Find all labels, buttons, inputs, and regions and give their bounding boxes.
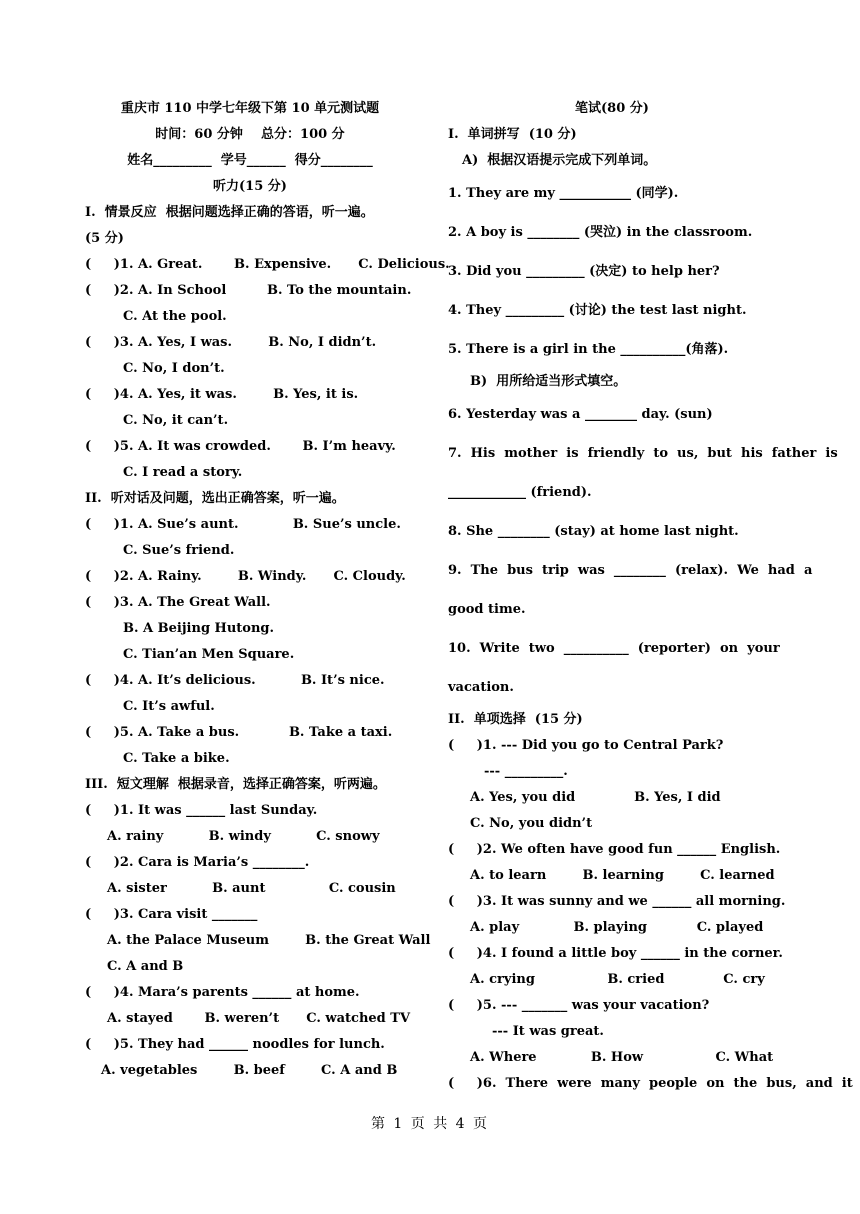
option-line: C. Take a bike.	[123, 751, 230, 766]
question-line: ( )2. A. In School B. To the mountain.	[85, 283, 412, 298]
option-line: C. It’s awful.	[123, 699, 215, 714]
question-line: vacation.	[448, 680, 514, 695]
option-line: A. Yes, you did B. Yes, I did	[470, 790, 721, 805]
option-line: A. the Palace Museum B. the Great Wall	[107, 933, 431, 948]
question-line: ( )5. --- _______ was your vacation?	[448, 998, 710, 1013]
question-line: ( )3. A. Yes, I was. B. No, I didn’t.	[85, 335, 377, 350]
question-line: 7. His mother is friendly to us, but his father is	[448, 446, 838, 461]
option-line: A. crying B. cried C. cry	[470, 972, 765, 987]
question-line: ( )1. A. Great. B. Expensive. C. Delicious.	[85, 257, 450, 272]
option-line: A. to learn B. learning C. learned	[470, 868, 775, 883]
option-line: C. I read a story.	[123, 465, 243, 480]
question-line: 3. Did you _________ (决定) to help her?	[448, 264, 720, 279]
question-line: ( )1. A. Sue’s aunt. B. Sue’s uncle.	[85, 517, 401, 532]
question-line: ( )3. Cara visit _______	[85, 907, 258, 922]
question-line: ( )4. A. It’s delicious. B. It’s nice.	[85, 673, 385, 688]
option-line: A. vegetables B. beef C. A and B	[101, 1063, 398, 1078]
subsection-heading: A) 根据汉语提示完成下列单词。	[462, 153, 657, 168]
question-line: 1. They are my ___________ (同学).	[448, 186, 679, 201]
option-line: C. No, it can’t.	[123, 413, 229, 428]
option-line: C. Sue’s friend.	[123, 543, 235, 558]
option-line: --- It was great.	[492, 1024, 604, 1039]
question-line: ( )3. A. The Great Wall.	[85, 595, 271, 610]
question-line: ( )4. Mara’s parents ______ at home.	[85, 985, 360, 1000]
question-line: 5. There is a girl in the __________(角落).	[448, 342, 729, 357]
question-line: 4. They _________ (讨论) the test last night.	[448, 303, 747, 318]
question-line: ( )4. I found a little boy ______ in the corner.	[448, 946, 783, 961]
question-line: ( )1. --- Did you go to Central Park?	[448, 738, 724, 753]
question-line: ( )2. A. Rainy. B. Windy. C. Cloudy.	[85, 569, 406, 584]
question-line: ( )1. It was ______ last Sunday.	[85, 803, 318, 818]
option-line: A. sister B. aunt C. cousin	[107, 881, 396, 896]
option-line: C. No, you didn’t	[470, 816, 593, 831]
question-line: 9. The bus trip was ________ (relax). We had a	[448, 563, 813, 578]
section-heading: II. 听对话及问题，选出正确答案，听一遍。	[85, 491, 345, 506]
question-line: ( )5. A. Take a bus. B. Take a taxi.	[85, 725, 393, 740]
section-heading: I. 情景反应 根据问题选择正确的答语，听一遍。	[85, 205, 374, 220]
student-info-line: 姓名_________ 学号______ 得分________	[127, 153, 373, 168]
page-number-footer: 第 1 页 共 4 页	[370, 1116, 490, 1132]
section-heading: I. 单词拼写 (10 分)	[448, 127, 577, 142]
question-line: 10. Write two __________ (reporter) on your	[448, 641, 780, 656]
option-line: --- _________.	[484, 764, 568, 779]
option-line: A. play B. playing C. played	[470, 920, 764, 935]
option-line: A. stayed B. weren’t C. watched TV	[107, 1011, 411, 1026]
listening-section-title: 听力(15 分)	[213, 179, 287, 194]
section-heading: II. 单项选择 (15 分)	[448, 712, 583, 727]
question-line: ( )2. We often have good fun ______ English.	[448, 842, 781, 857]
option-line: C. At the pool.	[123, 309, 227, 324]
question-line: ( )3. It was sunny and we ______ all morning.	[448, 894, 786, 909]
question-line: ( )4. A. Yes, it was. B. Yes, it is.	[85, 387, 359, 402]
section-points: (5 分)	[85, 231, 124, 246]
question-line: ( )2. Cara is Maria’s ________.	[85, 855, 310, 870]
question-line: ( )5. A. It was crowded. B. I’m heavy.	[85, 439, 396, 454]
question-line: 2. A boy is ________ (哭泣) in the classroom.	[448, 225, 753, 240]
exam-time-score: 时间：60 分钟 总分：100 分	[155, 127, 345, 142]
subsection-heading: B) 用所给适当形式填空。	[470, 374, 627, 389]
option-line: A. Where B. How C. What	[470, 1050, 774, 1065]
option-line: C. No, I don’t.	[123, 361, 225, 376]
option-line: C. Tian’an Men Square.	[123, 647, 295, 662]
question-line: 6. Yesterday was a ________ day. (sun)	[448, 407, 713, 422]
option-line: A. rainy B. windy C. snowy	[107, 829, 380, 844]
question-line: ( )6. There were many people on the bus, and it	[448, 1076, 853, 1091]
option-line: C. A and B	[107, 959, 184, 974]
written-section-title: 笔试(80 分)	[575, 101, 649, 116]
option-line: B. A Beijing Hutong.	[123, 621, 275, 636]
question-line: ____________ (friend).	[448, 485, 592, 500]
exam-title: 重庆市 110 中学七年级下第 10 单元测试题	[120, 101, 380, 116]
question-line: 8. She ________ (stay) at home last night.	[448, 524, 739, 539]
section-heading: III. 短文理解 根据录音，选择正确答案，听两遍。	[85, 777, 386, 792]
question-line: good time.	[448, 602, 526, 617]
question-line: ( )5. They had ______ noodles for lunch.	[85, 1037, 385, 1052]
